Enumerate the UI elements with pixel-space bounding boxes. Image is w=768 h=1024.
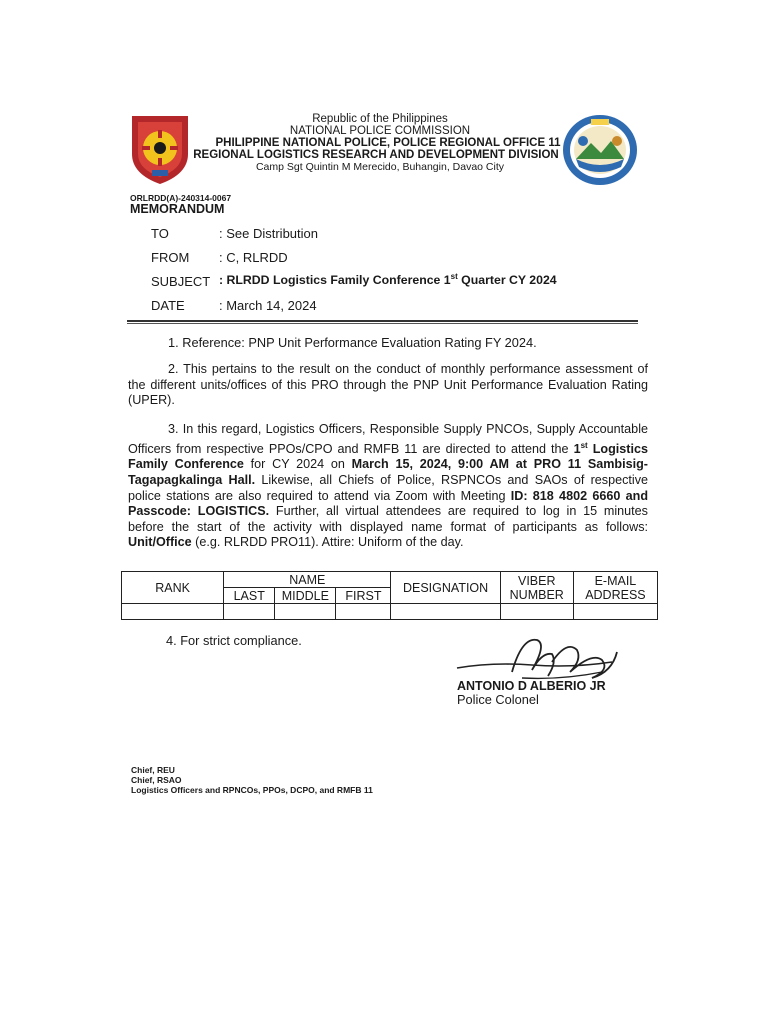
to-value: : See Distribution [219, 226, 318, 241]
from-label: FROM [151, 250, 190, 265]
header-division: REGIONAL LOGISTICS RESEARCH AND DEVELOPMENT DIVISION [193, 149, 559, 161]
table-row [122, 604, 658, 620]
column-last: LAST [224, 588, 275, 604]
memo-divider [127, 320, 638, 324]
attendance-table [121, 571, 658, 620]
column-first: FIRST [336, 588, 391, 604]
paragraph-4: 4. For strict compliance. [166, 633, 302, 648]
date-label: DATE [151, 298, 185, 313]
paragraph-1: 1. Reference: PNP Unit Performance Evaluation Rating FY 2024. [168, 335, 537, 350]
header-republic: Republic of the Philippines [312, 113, 448, 125]
column-viber: VIBER NUMBER [500, 572, 573, 604]
signatory-rank: Police Colonel [457, 692, 539, 707]
column-name: NAME [224, 572, 391, 588]
header-office: PHILIPPINE NATIONAL POLICE, POLICE REGIONAL OFFICE 11 [215, 137, 561, 149]
column-email: E-MAIL ADDRESS [573, 572, 657, 604]
control-number: ORLRDD(A)-240314-0067 [130, 193, 232, 203]
column-designation: DESIGNATION [391, 572, 500, 604]
paragraph-2: 2. This pertains to the result on the conduct of monthly performance assessment of the different units/offices of this PRO through the PNP Unit Performance Evaluation Rating (UPER). [128, 362, 648, 408]
from-value: : C, RLRDD [219, 250, 288, 265]
distribution-line: Chief, RSAO [131, 775, 182, 785]
column-middle: MIDDLE [275, 588, 336, 604]
memo-title: MEMORANDUM [130, 202, 225, 216]
paragraph-3: 3. In this regard, Logistics Officers, Responsible Supply PNCOs, Supply Accountable Officers from respective PPOs/CPO and RMFB 11 are directed to attend the 1st Logistics Family Conference for CY 2024 on March 15, 2024, 9:00 AM at PRO 11 Sambisig-Tagapagkalinga Hall. Likewise, all Chiefs of Police, RSPNCOs and SAOs of respective police stations are also required to attend via Zoom with Meeting ID: 818 4802 6660 and Passcode: LOGISTICS. Further, all virtual attendees are required to log in 15 minutes before the start of the activity with displayed name format of participants as follows: Unit/Office (e.g. RLRDD PRO11). Attire: Uniform of the day. [128, 422, 649, 550]
distribution-line: Chief, REU [131, 765, 175, 775]
header-commission: NATIONAL POLICE COMMISSION [289, 125, 471, 137]
subject-value: : RLRDD Logistics Family Conference 1st Quarter CY 2024 [219, 272, 557, 288]
header-address: Camp Sgt Quintin M Merecido, Buhangin, Davao City [255, 161, 505, 173]
subject-label: SUBJECT [151, 274, 211, 289]
to-label: TO [151, 226, 169, 241]
signatory-name: ANTONIO D ALBERIO JR [457, 679, 606, 693]
column-rank: RANK [122, 572, 224, 604]
date-value: : March 14, 2024 [219, 298, 317, 313]
distribution-line: Logistics Officers and RPNCOs, PPOs, DCPO, and RMFB 11 [131, 785, 373, 795]
